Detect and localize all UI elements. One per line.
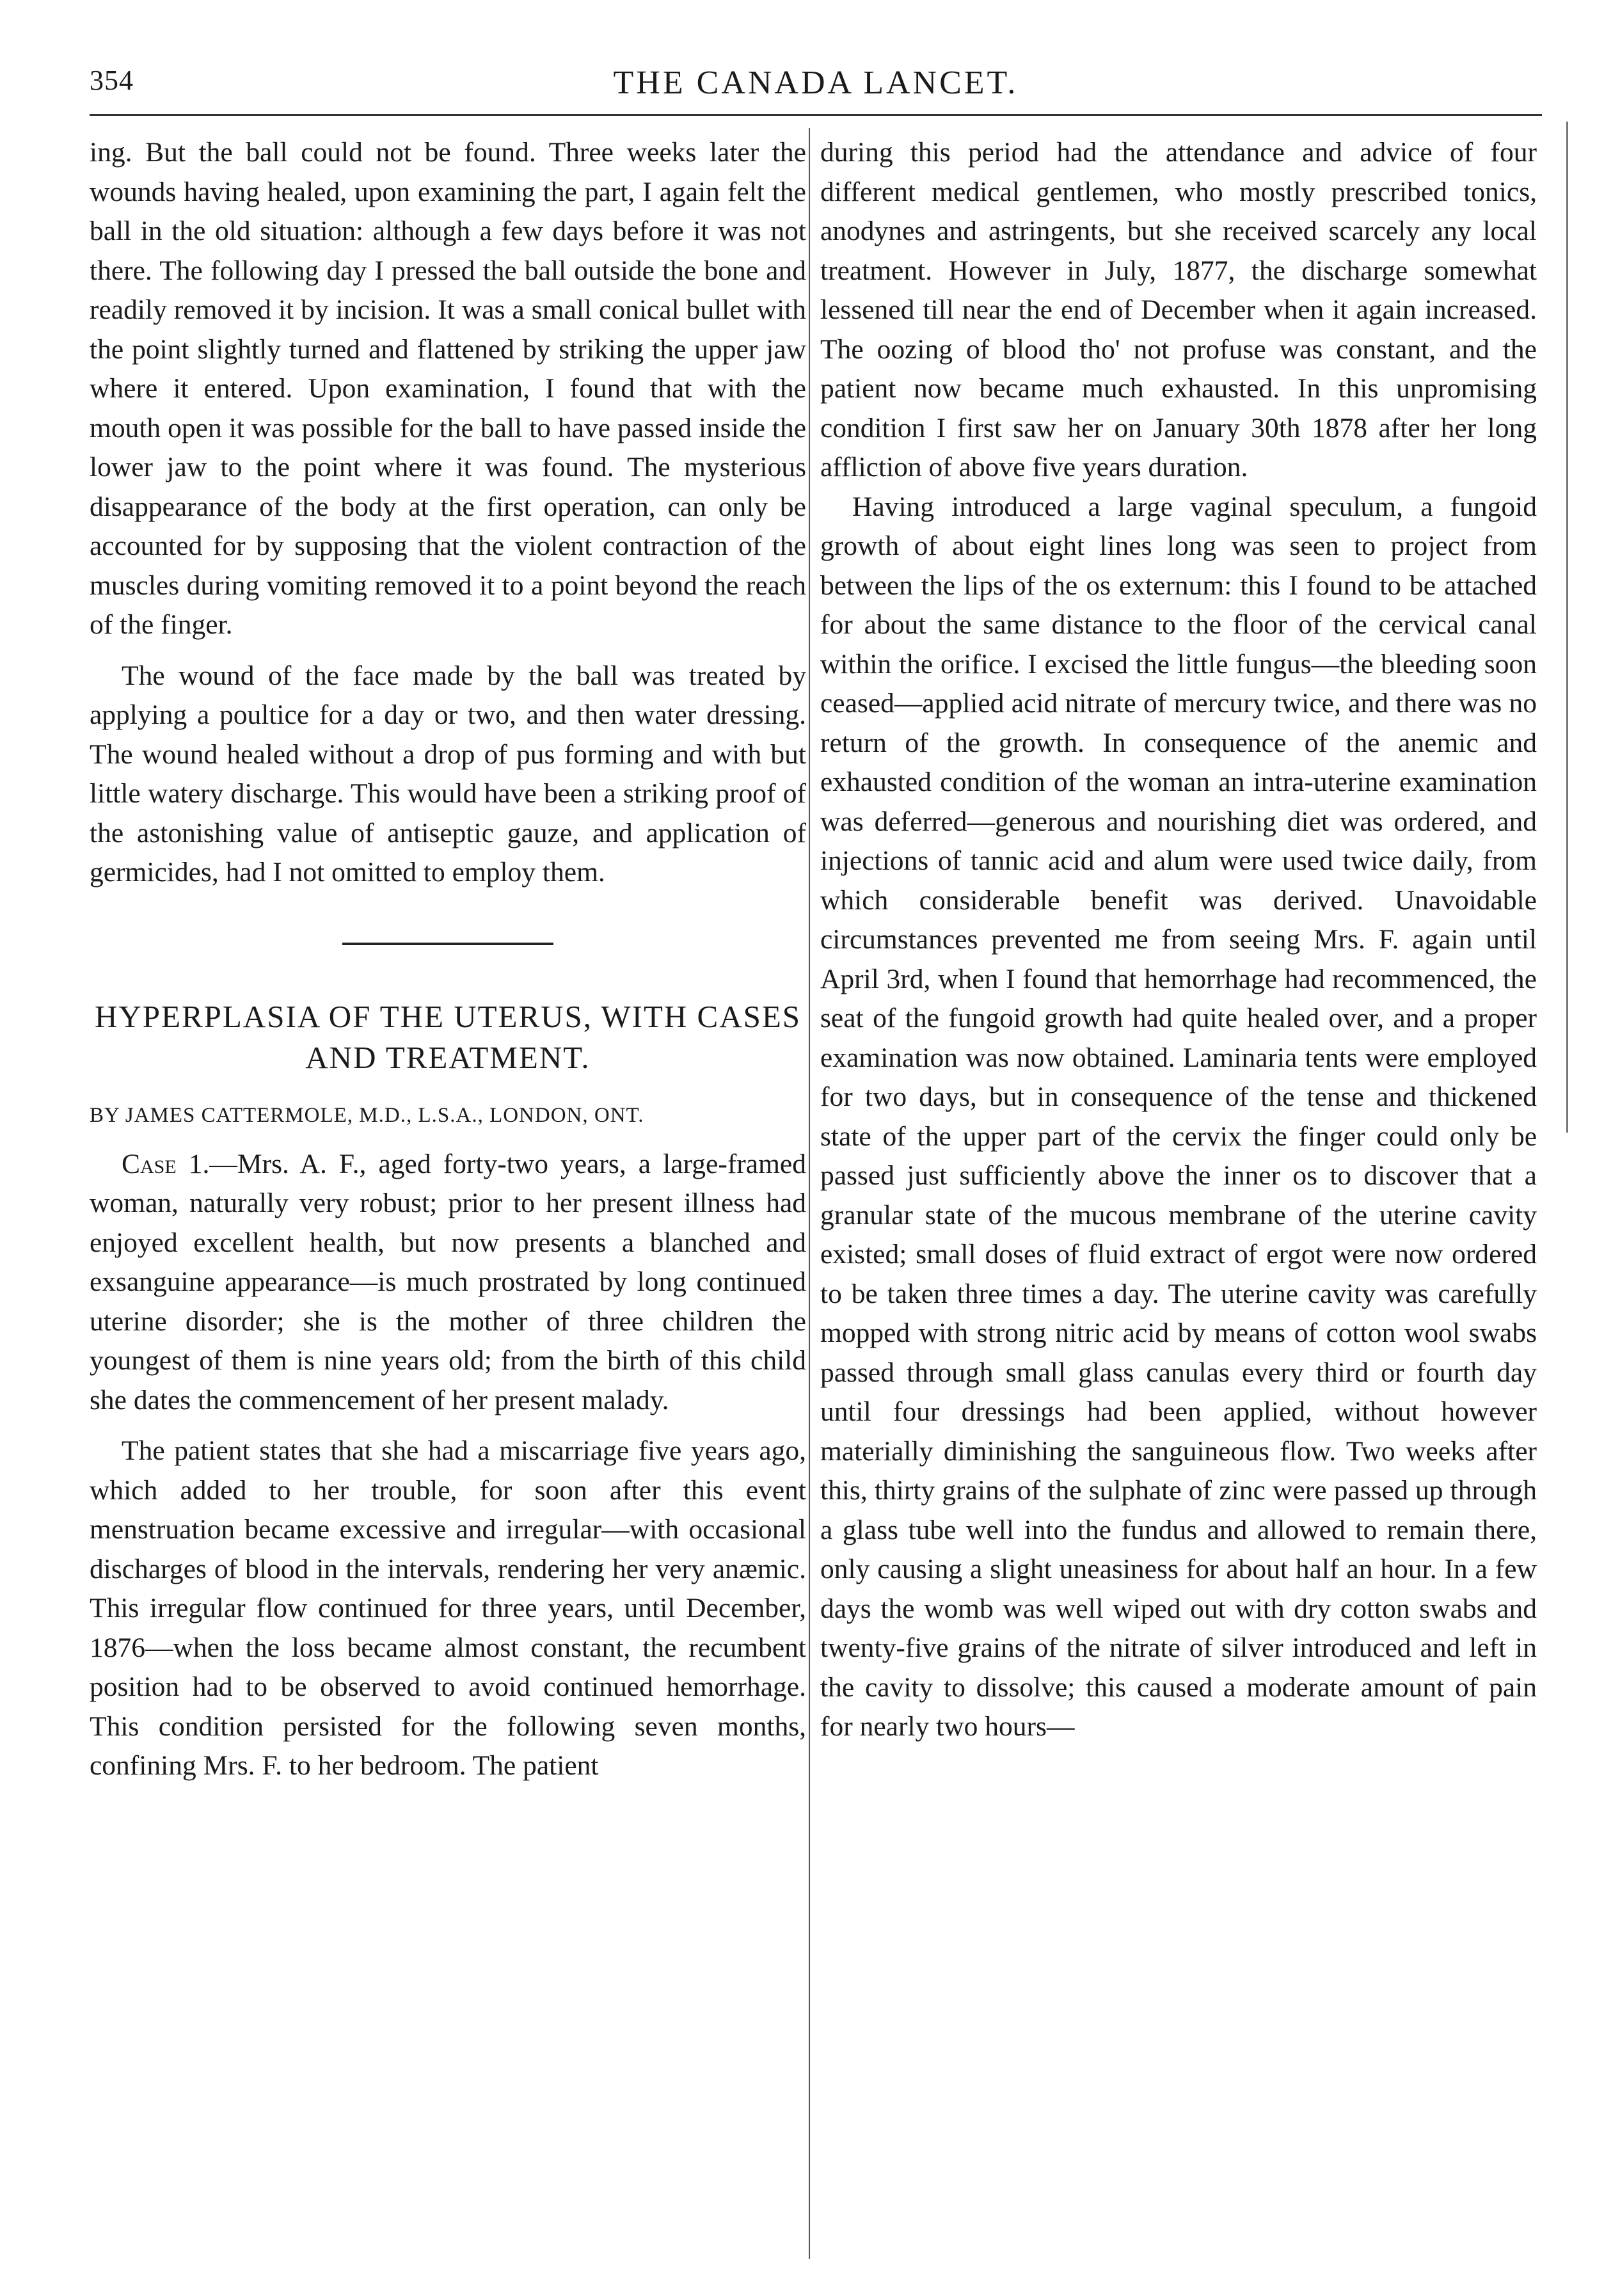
running-title: THE CANADA LANCET. [613, 65, 1019, 101]
article-byline: BY JAMES CATTERMOLE, M.D., L.S.A., LONDON, ONT. [90, 1103, 644, 1127]
case-label: Case 1. [122, 1148, 210, 1179]
paragraph-continuation-left: ing. But the ball could not be found. Three weeks later the wounds having healed, upon examining the part, I again felt the ball in the old situation: although a few days before it was not there. The following day I pressed the ball outside the bone and readily removed it by incision. It was a small conical bullet with the point slightly turned and flattened by striking the upper jaw where it entered. Upon examination, I found that with the mouth open it was possible for the ball to have passed inside the lower jaw to the point where it was found. The mysterious disappearance of the body at the first operation, can only be accounted for by supposing that the violent contraction of the muscles during vomiting removed it to a point beyond the reach of the finger. [90, 137, 806, 640]
paragraph-speculum-examination: Having introduced a large vaginal speculum, a fungoid growth of about eight lines long was seen to project from between the lips of the os externum: this I found to be attached for about the same distance to the floor of the cervical canal within the orifice. I excised the little fungus—the bleeding soon ceased—applied acid nitrate of mercury twice, and there was no return of the growth. In consequence of the anemic and exhausted condition of the woman an intra-uterine examination was deferred—generous and nourishing diet was ordered, and injections of tannic acid and alum were used twice daily, from which considerable benefit was derived. Unavoidable circumstances prevented me from seeing Mrs. F. again until April 3rd, when I found that hemorrhage had recommenced, the seat of the fungoid growth had quite healed over, and a proper examination was now obtained. Laminaria tents were employed for two days, but in consequence of the tense and thickened state of the upper part of the cervix the finger could only be passed just sufficiently above the inner os to discover that a granular state of the mucous membrane of the uterine cavity existed; small doses of fluid extract of ergot were now ordered to be taken three times a day. The uterine cavity was carefully mopped with strong nitric acid by means of cotton wool swabs passed through small glass canulas every third or fourth day until four dressings had been applied, without however materially diminishing the sanguineous flow. Two weeks after this, thirty grains of the sulphate of zinc were passed up through a glass tube well into the fundus and allowed to remain there, only causing a slight uneasiness for about half an hour. In a few days the womb was well wiped out with dry cotton swabs and twenty-five grains of the nitrate of silver introduced and left in the cavity to dissolve; this caused a moderate amount of pain for nearly two hours— [820, 491, 1537, 1742]
right-column [820, 133, 1537, 2258]
page-edge-line [1566, 122, 1568, 1133]
header-rule [90, 114, 1542, 116]
paragraph-case-1 [90, 1145, 806, 1421]
paragraph-wound-treatment: The wound of the face made by the ball was treated by applying a poultice for a day or two, and then water dressing. The wound healed without a drop of pus forming and with but little watery discharge. This would have been a striking proof of the astonishing value of antiseptic gauze, and application of germicides, had I not omitted to employ them. [90, 660, 806, 888]
section-divider [342, 943, 553, 945]
paragraph-continuation-right: during this period had the attendance and advice of four different medical gentlemen, who mostly prescribed tonics, anodynes and astringents, but she received scarcely any local treatment. However in July, 1877, the discharge somewhat lessened till near the end of December when it again increased. The oozing of blood tho' not profuse was constant, and the patient now became much exhausted. In this unpromising condition I first saw her on January 30th 1878 after her long affliction of above five years duration. [820, 137, 1537, 482]
left-column [90, 133, 806, 2258]
paragraph-patient-history: The patient states that she had a miscarriage five years ago, which added to her trouble, for soon after this event menstruation became excessive and irregular—with occasional discharges of blood in the intervals, rendering her very anæmic. This irregular flow continued for three years, until December, 1876—when the loss became almost constant, the recumbent position had to be observed to avoid continued hemorrhage. This condition persisted for the following seven months, confining Mrs. F. to her bedroom. The patient [90, 1435, 806, 1781]
column-divider [809, 128, 810, 2259]
page-header [90, 64, 1542, 115]
page-number: 354 [90, 65, 134, 96]
article-title: HYPERPLASIA OF THE UTERUS, WITH CASES AND TREATMENT. [94, 998, 802, 1075]
case-1-text: —Mrs. A. F., aged forty-two years, a large-framed woman, naturally very robust; prior to her present illness had enjoyed excellent health, but now presents a blanched and exsanguine appearance—is much prostrated by long continued uterine disorder; she is the mother of three children the youngest of them is nine years old; from the birth of this child she dates the commencement of her present malady. [90, 1148, 806, 1415]
